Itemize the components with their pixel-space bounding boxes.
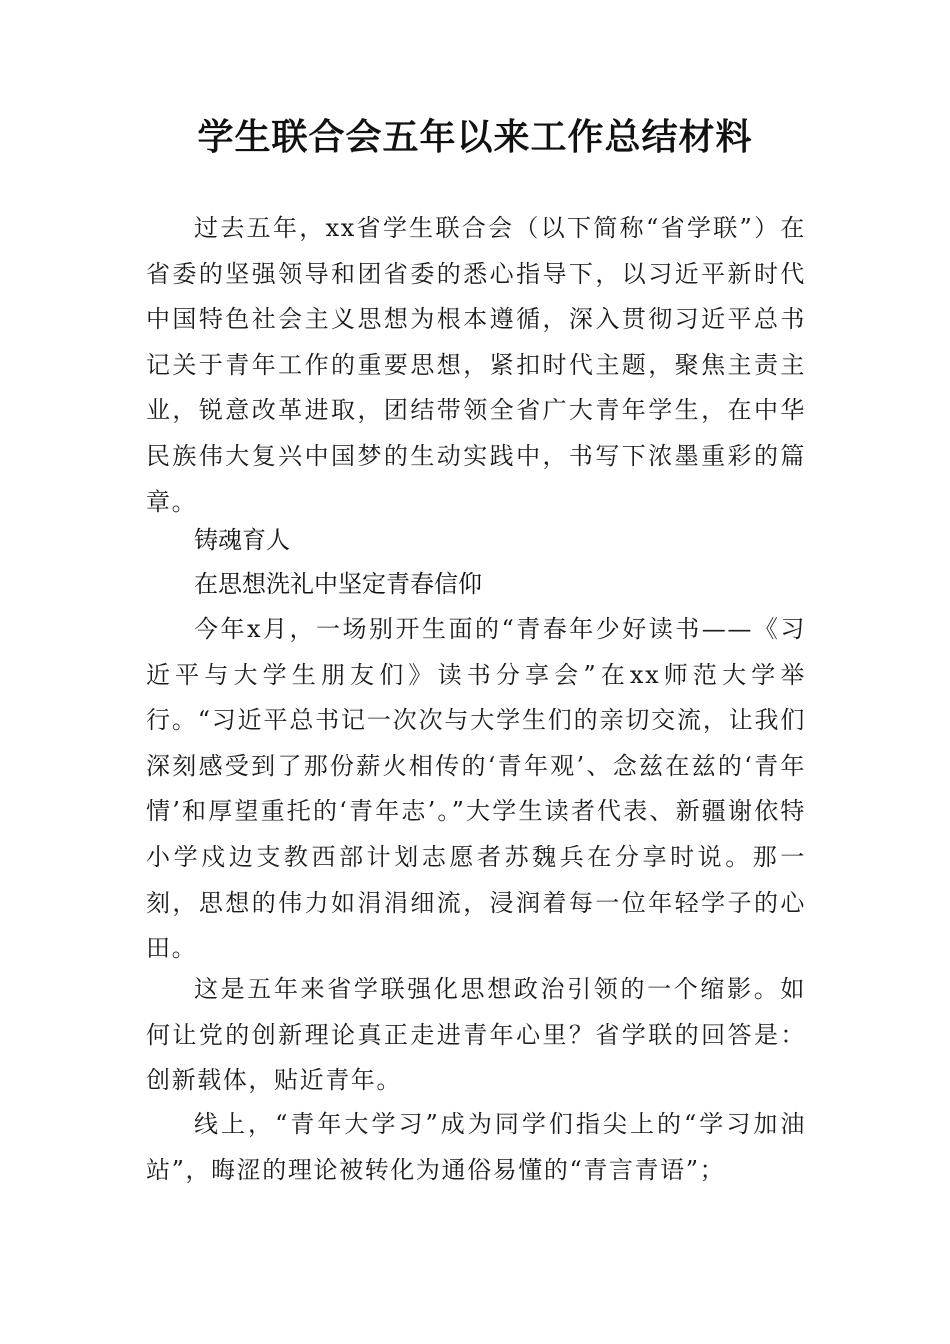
section-heading: 铸魂育人 <box>194 526 290 554</box>
body-paragraph: 今年x月，一场别开生面的“青春年少好读书——《习近平与大学生朋友们》读书分享会”在xx师范大学举行。“习近平总书记一次次与大学生们的亲切交流，让我们深刻感受到了那份薪火相传的‘青年观’、念兹在兹的‘青年情’和厚望重托的‘青年志’。”大学生读者代表、新疆谢依特小学戍边支教西部计划志愿者苏魏兵在分享时说。那一刻，思想的伟力如涓涓细流，浸润着每一位年轻学子的心田。 <box>146 615 806 963</box>
document-title: 学生联合会五年以来工作总结材料 <box>197 116 753 158</box>
intro-paragraph: 过去五年，xx省学生联合会（以下简称“省学联”）在省委的坚强领导和团省委的悉心指导下，以习近平新时代中国特色社会主义思想为根本遵循，深入贯彻习近平总书记关于青年工作的重要思想，紧扣时代主题，聚焦主责主业，锐意改革进取，团结带领全省广大青年学生，在中华民族伟大复兴中国梦的生动实践中，书写下浓墨重彩的篇章。 <box>146 214 806 516</box>
body-paragraph: 这是五年来省学联强化思想政治引领的一个缩影。如何让党的创新理论真正走进青年心里？省学联的回答是：创新载体，贴近青年。 <box>146 975 806 1095</box>
body-paragraph: 线上，“青年大学习”成为同学们指尖上的“学习加油站”，晦涩的理论被转化为通俗易懂的“青言青语”； <box>146 1110 806 1184</box>
section-subheading: 在思想洗礼中坚定青春信仰 <box>194 570 482 598</box>
